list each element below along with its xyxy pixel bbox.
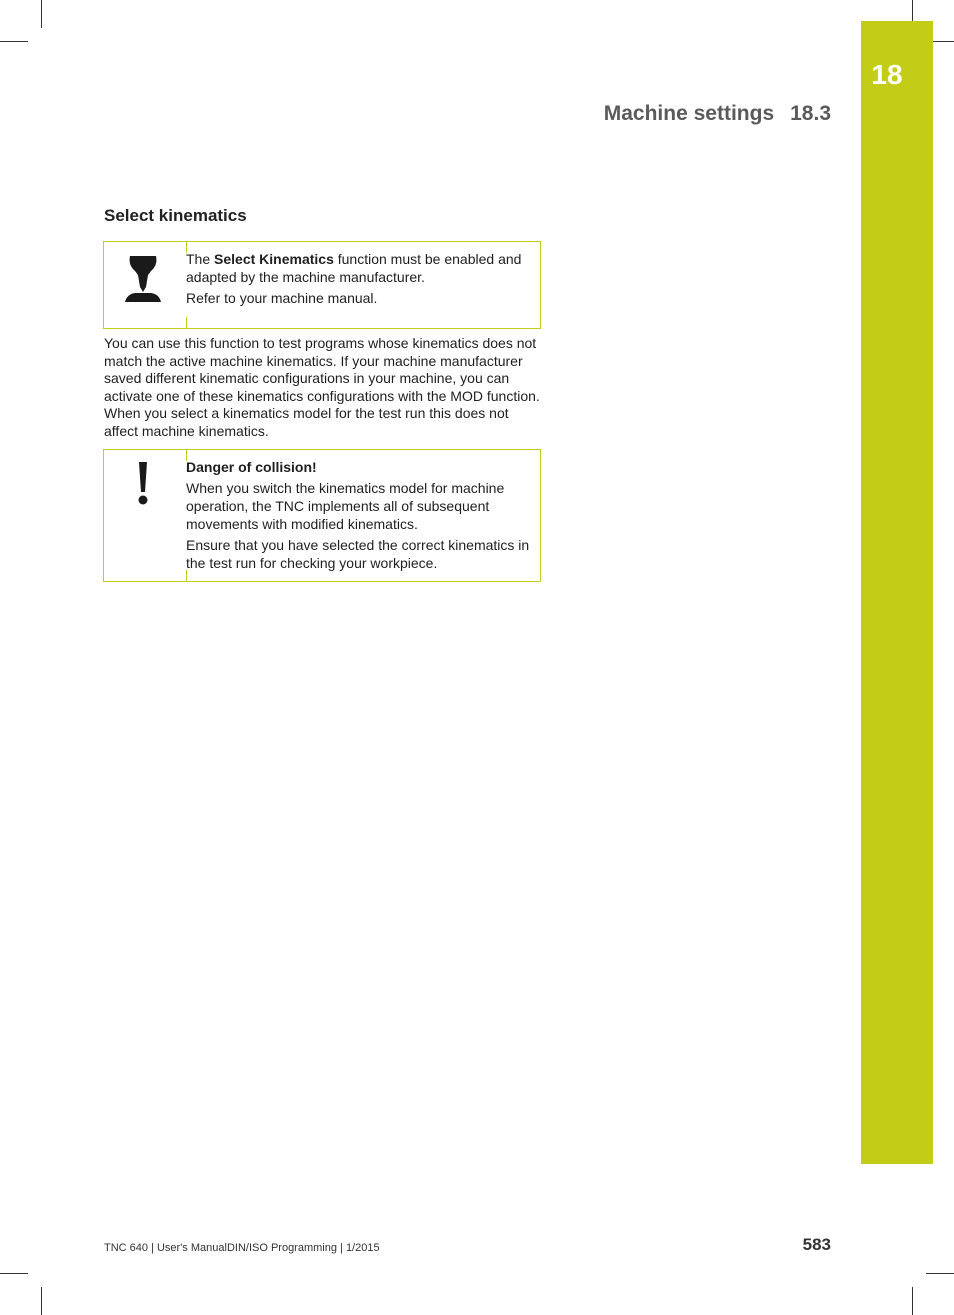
note-body: [186, 458, 534, 575]
section-heading: Select kinematics: [104, 206, 247, 225]
note-text-start: The: [186, 251, 215, 267]
note-text: [186, 250, 534, 286]
note-body: [186, 250, 534, 310]
danger-text: When you switch the kinematics model for machine operation, the TNC implements all of subsequent movements with modified kinematics.: [186, 480, 505, 532]
crop-mark: [41, 1287, 42, 1315]
running-header: [604, 102, 831, 126]
danger-title-text: Danger of collision!: [186, 459, 317, 475]
crop-mark: [0, 41, 28, 42]
chapter-number: 18: [871, 59, 903, 90]
crop-mark: [41, 0, 42, 28]
header-title: Machine settings: [603, 102, 775, 125]
danger-note: [103, 449, 541, 582]
exclamation-icon: [134, 460, 152, 508]
crop-mark: [912, 1287, 913, 1315]
danger-title: [186, 458, 534, 476]
danger-instruction: Ensure that you have selected the correct kinematics in the test run for checking your workpiece.: [186, 537, 530, 571]
function-name: Select Kinematics: [214, 251, 334, 267]
note-text-end: function must be enabled and adapted by the machine manufacturer.: [186, 251, 522, 285]
crop-mark: [926, 1273, 954, 1274]
body-paragraph: You can use this function to test programs whose kinematics does not match the active machine kinematics. If your machine manufacturer saved different kinematic configurations in your machine, you can activate one of these kinematics configurations with the MOD function. When you select a kinematics model for the test run this does not affect machine kinematics.: [104, 335, 540, 439]
chapter-tab: [861, 21, 933, 1164]
crop-mark: [0, 1273, 28, 1274]
header-section-number: 18.3: [790, 102, 831, 125]
machine-spindle-icon: [122, 253, 164, 305]
footer-text: TNC 640 | User's ManualDIN/ISO Programming | 1/2015: [104, 1242, 380, 1254]
page-number: 583: [802, 1235, 831, 1254]
note-reference: Refer to your machine manual.: [186, 290, 378, 306]
note-divider: [186, 317, 187, 329]
manufacturer-note: [103, 241, 541, 329]
